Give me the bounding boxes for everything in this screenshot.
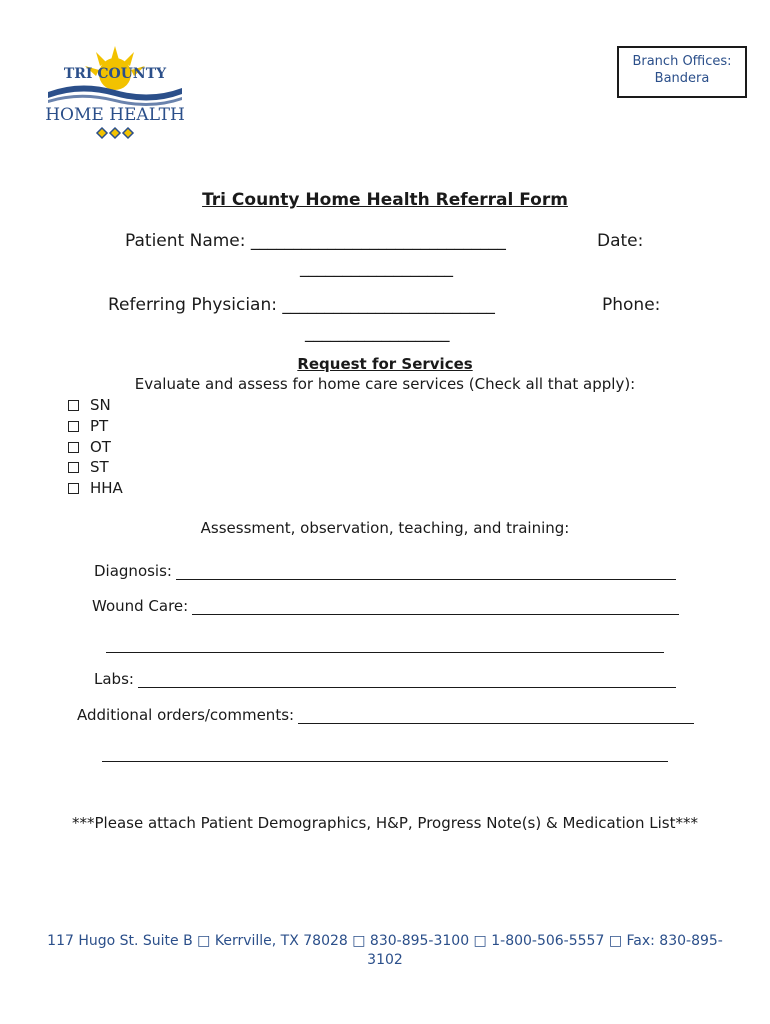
branch-city: Bandera xyxy=(654,71,710,86)
referring-physician-field[interactable]: Referring Physician: _________________________ xyxy=(108,295,495,315)
wound-care-field[interactable] xyxy=(92,597,679,615)
footer-address xyxy=(40,932,730,970)
company-logo xyxy=(40,44,190,144)
checkbox-icon[interactable] xyxy=(68,462,79,473)
labs-field[interactable] xyxy=(94,670,676,688)
date-label: Date: xyxy=(597,231,644,251)
wound-care-label: Wound Care: xyxy=(92,597,189,615)
request-services-instructions: Evaluate and assess for home care services (Check all that apply): xyxy=(134,375,636,393)
checkbox-label: OT xyxy=(90,438,111,456)
checkbox-icon[interactable] xyxy=(68,442,79,453)
assessment-text: Assessment, observation, teaching, and training: xyxy=(200,519,570,537)
checkbox-ot[interactable] xyxy=(68,438,111,456)
checkbox-icon[interactable] xyxy=(68,421,79,432)
request-services-heading: Request for Services xyxy=(297,355,473,373)
logo-text-top: TRI COUNTY xyxy=(63,66,167,82)
checkbox-st[interactable] xyxy=(68,458,109,476)
wound-care-line[interactable] xyxy=(192,602,679,615)
additional-orders-label: Additional orders/comments: xyxy=(77,706,295,724)
checkbox-hha[interactable] xyxy=(68,479,123,497)
additional-orders-field[interactable] xyxy=(77,706,694,724)
labs-label: Labs: xyxy=(94,670,134,688)
branch-offices-box xyxy=(617,46,747,98)
checkbox-pt[interactable] xyxy=(68,417,108,435)
diagnosis-field[interactable] xyxy=(94,562,676,580)
checkbox-label: PT xyxy=(90,417,109,435)
logo-graphic xyxy=(40,44,190,144)
checkbox-label: ST xyxy=(90,458,109,476)
checkbox-icon[interactable] xyxy=(68,483,79,494)
checkbox-sn[interactable] xyxy=(68,396,111,414)
checkbox-label: HHA xyxy=(90,479,123,497)
phone-label: Phone: xyxy=(602,295,661,315)
footer-line-2: 3102 xyxy=(367,952,403,968)
phone-field[interactable]: _________________ xyxy=(305,323,450,343)
diamonds-icon xyxy=(97,128,133,138)
patient-name-field[interactable]: Patient Name: ______________________________ xyxy=(125,231,506,251)
form-title: Tri County Home Health Referral Form xyxy=(202,190,568,210)
branch-label: Branch Offices: xyxy=(632,54,732,69)
additional-orders-line[interactable] xyxy=(298,711,694,724)
logo-text-bottom: HOME HEALTH xyxy=(45,105,185,125)
date-field[interactable]: __________________ xyxy=(300,258,453,278)
labs-line[interactable] xyxy=(138,675,676,688)
checkbox-icon[interactable] xyxy=(68,400,79,411)
footer-line-1: 117 Hugo St. Suite B □ Kerrville, TX 78028 □ 830-895-3100 □ 1-800-506-5557 □ Fax: 830-895- xyxy=(47,933,723,949)
wound-care-line-2[interactable] xyxy=(106,651,664,653)
diagnosis-label: Diagnosis: xyxy=(94,562,172,580)
diagnosis-line[interactable] xyxy=(176,567,676,580)
checkbox-label: SN xyxy=(90,396,111,414)
attach-note: ***Please attach Patient Demographics, H&P, Progress Note(s) & Medication List*** xyxy=(72,814,698,832)
additional-orders-line-2[interactable] xyxy=(102,760,668,762)
